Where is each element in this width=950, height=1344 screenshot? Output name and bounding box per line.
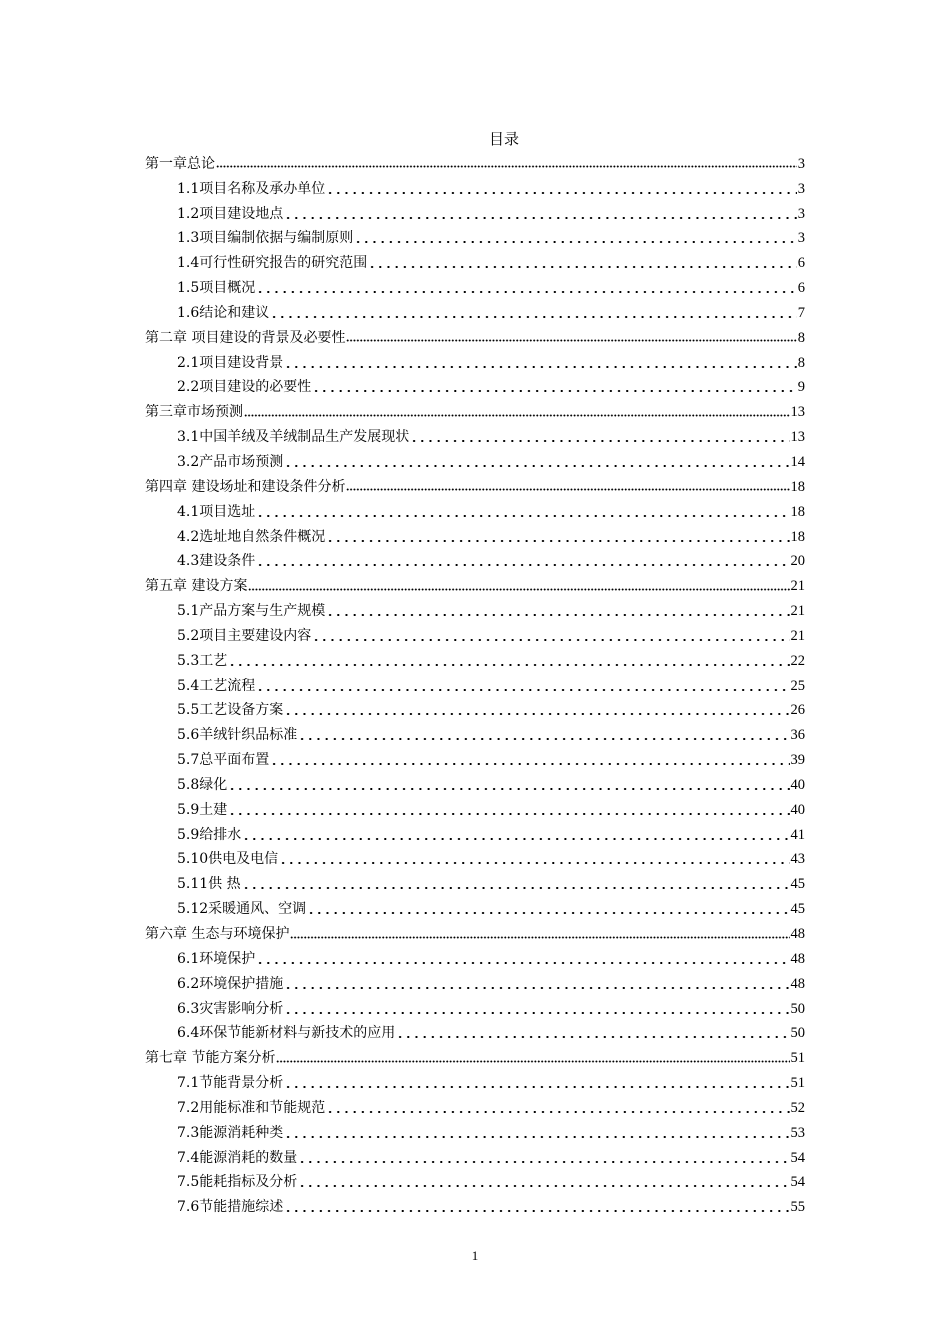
- toc-entry-label: 5.12采暖通风、空调: [177, 901, 307, 918]
- toc-chapter-entry[interactable]: [145, 572, 805, 597]
- toc-section-entry[interactable]: [145, 1069, 805, 1094]
- toc-entry-page: 40: [790, 801, 805, 818]
- toc-entry-page: 18: [790, 528, 805, 545]
- toc-section-entry[interactable]: [145, 175, 805, 200]
- toc-dot-leader: [242, 829, 789, 841]
- toc-dot-leader: [228, 655, 789, 667]
- toc-entry-label: 1.4可行性研究报告的研究范围: [177, 255, 368, 272]
- toc-entry-label: 6.2环境保护措施: [177, 975, 284, 992]
- toc-section-entry[interactable]: [145, 523, 805, 548]
- toc-dot-leader: [326, 605, 789, 617]
- page-number: 1: [471, 1248, 479, 1263]
- toc-entry-label: 2.1项目建设背景: [177, 354, 284, 371]
- toc-chapter-entry[interactable]: [145, 150, 805, 175]
- toc-dot-leader: [284, 1127, 789, 1139]
- toc-section-entry[interactable]: [145, 1094, 805, 1119]
- toc-entry-label: 5.10供电及电信: [177, 851, 279, 868]
- toc-dot-leader: [284, 456, 789, 468]
- toc-dot-leader: [354, 232, 796, 244]
- toc-entry-label: 1.6结论和建议: [177, 304, 270, 321]
- toc-entry-page: 8: [797, 354, 805, 371]
- toc-chapter-entry[interactable]: [145, 473, 805, 498]
- toc-entry-label: 1.3项目编制依据与编制原则: [177, 230, 354, 247]
- toc-entry-label: 7.4能源消耗的数量: [177, 1149, 298, 1166]
- toc-entry-page: 8: [797, 329, 805, 346]
- toc-entry-label: 5.4工艺流程: [177, 677, 256, 694]
- toc-section-entry[interactable]: [145, 846, 805, 871]
- toc-entry-label: 5.6羊绒针织品标准: [177, 727, 298, 744]
- toc-section-entry[interactable]: [145, 945, 805, 970]
- toc-entry-page: 3: [797, 205, 805, 222]
- toc-entry-page: 22: [790, 652, 805, 669]
- toc-entry-page: 9: [797, 379, 805, 396]
- toc-section-entry[interactable]: [145, 374, 805, 399]
- toc-dot-leader: [284, 1201, 789, 1213]
- toc-entry-label: 7.6节能措施综述: [177, 1199, 284, 1216]
- toc-entry-label: 7.1节能背景分析: [177, 1075, 284, 1092]
- toc-entry-page: 45: [790, 901, 805, 918]
- toc-chapter-entry[interactable]: [145, 920, 805, 945]
- toc-dot-leader: [248, 579, 789, 591]
- toc-dot-leader: [298, 1176, 789, 1188]
- toc-section-entry[interactable]: [145, 995, 805, 1020]
- toc-section-entry[interactable]: [145, 225, 805, 250]
- toc-section-entry[interactable]: [145, 796, 805, 821]
- toc-entry-label: 4.2选址地自然条件概况: [177, 528, 326, 545]
- toc-entry-page: 18: [790, 503, 805, 520]
- toc-section-entry[interactable]: [145, 970, 805, 995]
- toc-section-entry[interactable]: [145, 870, 805, 895]
- toc-dot-leader: [290, 927, 789, 939]
- toc-entry-label: 3.1中国羊绒及羊绒制品生产发展现状: [177, 429, 410, 446]
- toc-dot-leader: [326, 183, 796, 195]
- toc-entry-page: 3: [797, 155, 805, 172]
- toc-entry-page: 36: [790, 727, 805, 744]
- toc-section-entry[interactable]: [145, 249, 805, 274]
- toc-dot-leader: [284, 357, 796, 369]
- toc-section-entry[interactable]: [145, 423, 805, 448]
- toc-dot-leader: [284, 1077, 789, 1089]
- toc-dot-leader: [270, 307, 796, 319]
- toc-entry-page: 20: [790, 553, 805, 570]
- toc-entry-page: 25: [790, 677, 805, 694]
- toc-dot-leader: [346, 331, 796, 343]
- toc-dot-leader: [244, 405, 790, 417]
- toc-dot-leader: [410, 431, 789, 443]
- toc-dot-leader: [242, 878, 790, 890]
- toc-dot-leader: [256, 282, 796, 294]
- toc-title: 目录: [488, 130, 519, 148]
- toc-section-entry[interactable]: [145, 274, 805, 299]
- toc-section-entry[interactable]: [145, 597, 805, 622]
- toc-chapter-entry[interactable]: [145, 398, 805, 423]
- toc-dot-leader: [256, 680, 789, 692]
- toc-entry-label: 6.1环境保护: [177, 950, 256, 967]
- toc-entry-label: 1.2项目建设地点: [177, 205, 284, 222]
- toc-entry-label: 第二章 项目建设的背景及必要性: [145, 329, 346, 346]
- toc-entry-label: 5.3工艺: [177, 652, 228, 669]
- toc-entry-page: 48: [790, 950, 805, 967]
- toc-entry-label: 5.8绿化: [177, 776, 228, 793]
- toc-entry-page: 51: [790, 1050, 805, 1067]
- toc-entry-label: 第四章 建设场址和建设条件分析: [145, 478, 346, 495]
- toc-entry-label: 5.2项目主要建设内容: [177, 627, 312, 644]
- toc-entry-page: 3: [797, 180, 805, 197]
- toc-dot-leader: [284, 208, 796, 220]
- toc-section-entry[interactable]: [145, 672, 805, 697]
- toc-entry-label: 2.2项目建设的必要性: [177, 379, 312, 396]
- toc-dot-leader: [307, 903, 789, 915]
- toc-section-entry[interactable]: [145, 697, 805, 722]
- toc-section-entry[interactable]: [145, 622, 805, 647]
- toc-section-entry[interactable]: [145, 200, 805, 225]
- toc-entry-label: 第六章 生态与环境保护: [145, 926, 290, 942]
- toc-section-entry[interactable]: [145, 771, 805, 796]
- toc-entry-page: 13: [790, 404, 805, 421]
- toc-entry-page: 48: [790, 926, 805, 942]
- toc-dot-leader: [256, 555, 789, 567]
- toc-section-entry[interactable]: [145, 647, 805, 672]
- toc-dot-leader: [284, 704, 789, 716]
- toc-entry-label: 6.4环保节能新材料与新技术的应用: [177, 1025, 396, 1042]
- toc-entry-page: 43: [790, 851, 805, 868]
- toc-dot-leader: [284, 1003, 789, 1015]
- toc-section-entry[interactable]: [145, 1193, 805, 1218]
- toc-entry-label: 第五章 建设方案: [145, 578, 248, 595]
- toc-chapter-entry[interactable]: [145, 324, 805, 349]
- toc-entry-label: 4.1项目选址: [177, 503, 256, 520]
- toc-section-entry[interactable]: [145, 548, 805, 573]
- toc-section-entry[interactable]: [145, 299, 805, 324]
- toc-entry-page: 55: [790, 1199, 805, 1216]
- toc-entry-label: 7.2用能标准和节能规范: [177, 1099, 326, 1116]
- toc-dot-leader: [368, 257, 796, 269]
- toc-entry-page: 52: [790, 1099, 805, 1116]
- toc-entry-page: 26: [790, 702, 805, 719]
- toc-entry-page: 53: [790, 1124, 805, 1141]
- toc-entry-page: 48: [790, 975, 805, 992]
- toc-dot-leader: [396, 1027, 789, 1039]
- toc-section-entry[interactable]: [145, 349, 805, 374]
- toc-entry-label: 第一章总论: [145, 155, 215, 172]
- toc-entry-label: 7.5能耗指标及分析: [177, 1174, 298, 1191]
- toc-section-entry[interactable]: [145, 498, 805, 523]
- toc-dot-leader: [312, 381, 796, 393]
- toc-section-entry[interactable]: [145, 1144, 805, 1169]
- toc-entry-label: 5.9给排水: [177, 826, 242, 843]
- toc-dot-leader: [298, 729, 789, 741]
- toc-entry-label: 5.1产品方案与生产规模: [177, 603, 326, 620]
- toc-entry-label: 1.5项目概况: [177, 280, 256, 297]
- toc-dot-leader: [216, 157, 797, 169]
- toc-entry-page: 21: [790, 603, 805, 620]
- toc-entry-label: 第七章 节能方案分析: [145, 1050, 276, 1067]
- toc-chapter-entry[interactable]: [145, 1044, 805, 1069]
- toc-section-entry[interactable]: [145, 448, 805, 473]
- toc-dot-leader: [346, 480, 789, 492]
- toc-dot-leader: [326, 531, 789, 543]
- toc-entry-page: 54: [790, 1174, 805, 1191]
- toc-entry-label: 5.9土建: [177, 801, 228, 818]
- toc-entry-label: 3.2产品市场预测: [177, 453, 284, 470]
- toc-section-entry[interactable]: [145, 1169, 805, 1194]
- toc-entry-page: 41: [790, 826, 805, 843]
- toc-entry-page: 6: [797, 280, 805, 297]
- toc-entry-page: 45: [790, 876, 805, 893]
- toc-entry-page: 40: [790, 776, 805, 793]
- toc-entry-label: 4.3建设条件: [177, 553, 256, 570]
- toc-entry-page: 18: [790, 478, 805, 495]
- toc-entry-page: 6: [797, 255, 805, 272]
- toc-entry-page: 14: [790, 453, 805, 470]
- toc-dot-leader: [228, 779, 789, 791]
- toc-section-entry[interactable]: [145, 746, 805, 771]
- toc-entry-page: 50: [790, 1025, 805, 1042]
- toc-section-entry[interactable]: [145, 1119, 805, 1144]
- toc-dot-leader: [228, 804, 789, 816]
- toc-dot-leader: [298, 1152, 789, 1164]
- toc-entry-page: 21: [790, 578, 805, 595]
- toc-entry-label: 1.1项目名称及承办单位: [177, 180, 326, 197]
- table-of-contents: [145, 150, 805, 1218]
- toc-dot-leader: [279, 853, 789, 865]
- toc-entry-page: 3: [797, 230, 805, 247]
- toc-entry-label: 5.11供 热: [177, 876, 241, 893]
- toc-entry-page: 39: [790, 752, 805, 769]
- toc-dot-leader: [284, 978, 789, 990]
- toc-dot-leader: [270, 754, 789, 766]
- toc-dot-leader: [312, 630, 789, 642]
- toc-entry-page: 54: [790, 1149, 805, 1166]
- toc-section-entry[interactable]: [145, 821, 805, 846]
- toc-section-entry[interactable]: [145, 721, 805, 746]
- toc-entry-page: 7: [797, 304, 805, 321]
- toc-section-entry[interactable]: [145, 1020, 805, 1045]
- toc-dot-leader: [326, 1102, 789, 1114]
- toc-entry-label: 7.3能源消耗种类: [177, 1124, 284, 1141]
- toc-entry-page: 50: [790, 1000, 805, 1017]
- toc-entry-label: 6.3灾害影响分析: [177, 1000, 284, 1017]
- toc-dot-leader: [276, 1051, 789, 1063]
- toc-dot-leader: [256, 506, 789, 518]
- toc-entry-page: 13: [790, 429, 805, 446]
- toc-dot-leader: [256, 953, 789, 965]
- toc-section-entry[interactable]: [145, 895, 805, 920]
- toc-entry-label: 5.5工艺设备方案: [177, 702, 284, 719]
- toc-entry-page: 21: [790, 627, 805, 644]
- toc-entry-label: 第三章市场预测: [145, 404, 243, 421]
- toc-entry-page: 51: [790, 1075, 805, 1092]
- toc-entry-label: 5.7总平面布置: [177, 752, 270, 769]
